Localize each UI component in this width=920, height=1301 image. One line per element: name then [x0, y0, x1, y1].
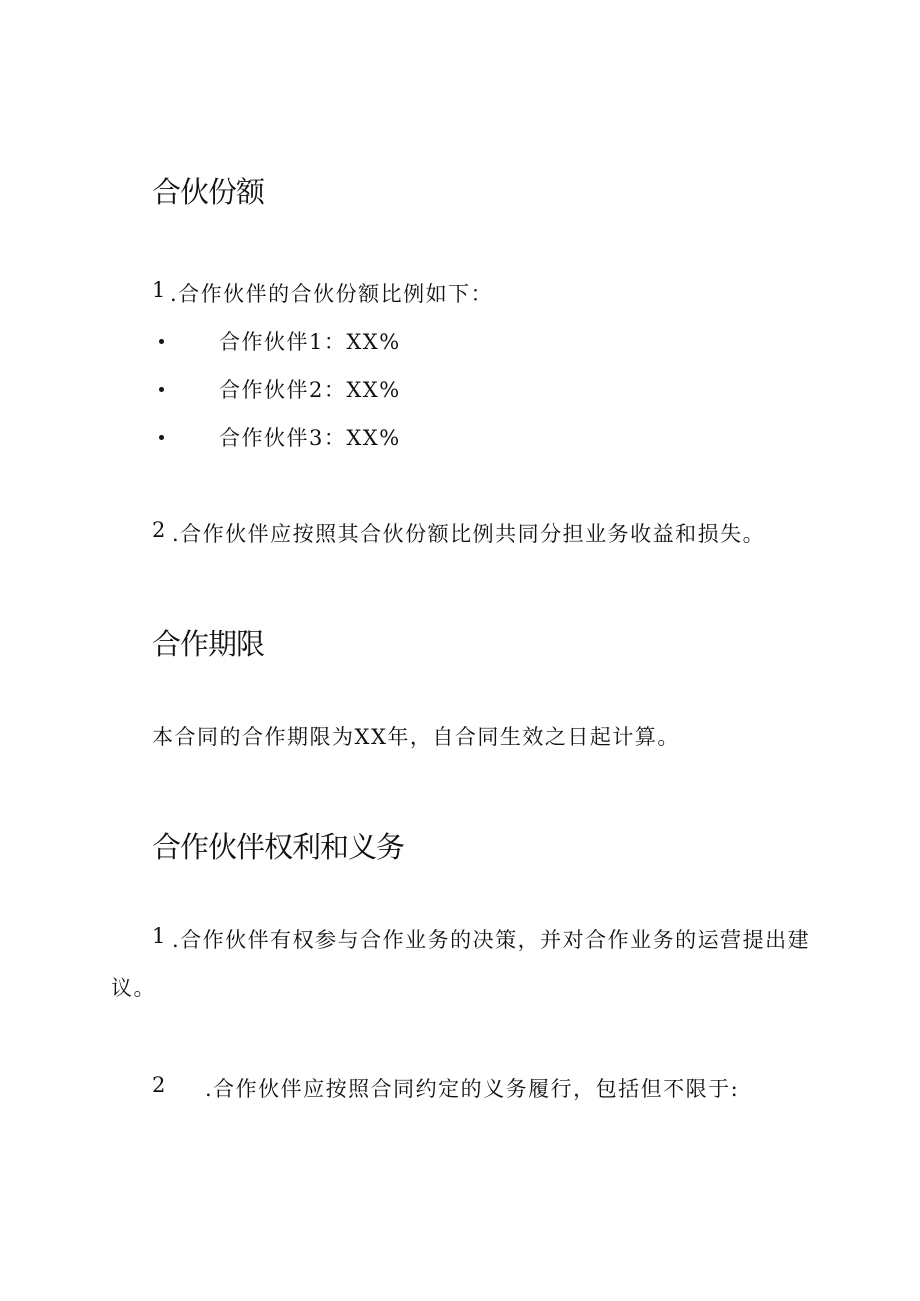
- bullet-item-partner-3: 合作伙伴3：XX%: [219, 426, 401, 450]
- section-heading-term: 合作期限: [152, 627, 265, 661]
- list-item-text: .合作伙伴应按照其合伙份额比例共同分担业务收益和损失。: [172, 522, 766, 546]
- bullet-item-partner-1: 合作伙伴1：XX%: [219, 330, 401, 354]
- bullet-icon: [159, 435, 164, 440]
- list-item-number: 1: [152, 924, 167, 948]
- list-item-text: .合作伙伴有权参与合作业务的决策，并对合作业务的运营提出建: [172, 928, 811, 952]
- bullet-icon: [159, 339, 164, 344]
- list-item-number: 2: [152, 1073, 167, 1097]
- section-heading-shares: 合伙份额: [152, 175, 265, 209]
- section-heading-rights-obligations: 合作伙伴权利和义务: [152, 830, 405, 864]
- list-item-text: .合作伙伴应按照合同约定的义务履行，包括但不限于:: [205, 1077, 740, 1101]
- bullet-icon: [159, 387, 164, 392]
- list-item-number: 1: [152, 278, 167, 302]
- list-item-text: .合作伙伴的合伙份额比例如下：: [170, 282, 494, 306]
- list-item-number: 2: [152, 518, 167, 542]
- bullet-item-partner-2: 合作伙伴2：XX%: [219, 378, 401, 402]
- list-item-text-continuation: 议。: [111, 976, 156, 1000]
- term-paragraph: 本合同的合作期限为XX年，自合同生效之日起计算。: [152, 725, 680, 749]
